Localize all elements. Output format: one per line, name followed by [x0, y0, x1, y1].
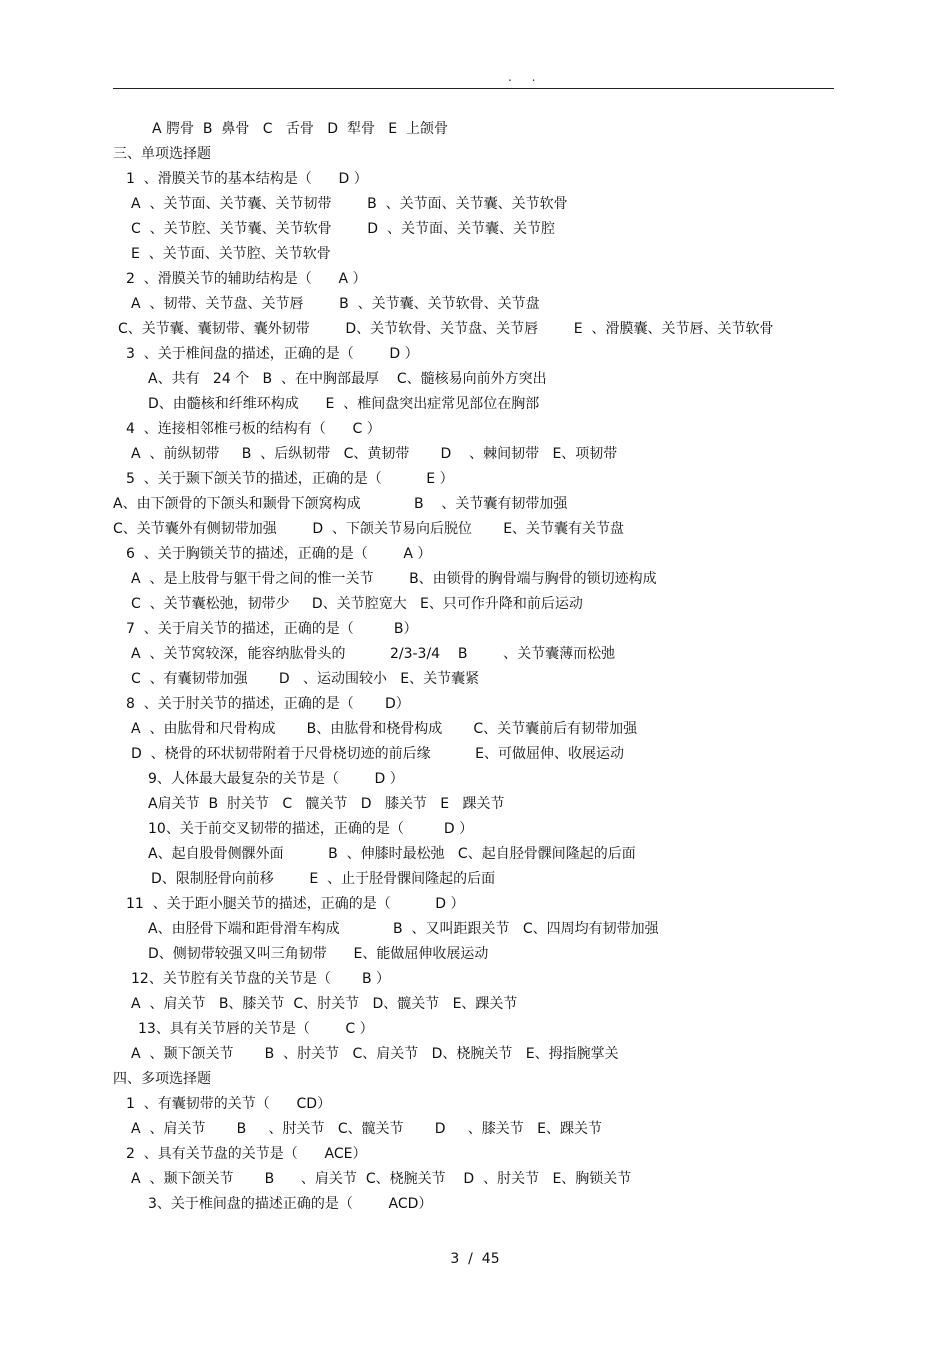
- text-line: 12、关节腔有关节盘的关节是（ B ）: [131, 971, 391, 987]
- text-line: 1 、有囊韧带的关节（ CD）: [126, 1096, 332, 1112]
- text-line: C 、有囊韧带加强 D 、运动围较小 E、关节囊紧: [131, 671, 480, 687]
- text-line: 6 、关于胸锁关节的描述，正确的是（ A ）: [126, 546, 432, 562]
- text-line: D、由髓核和纤维环构成 E 、椎间盘突出症常见部位在胸部: [148, 396, 540, 412]
- text-line: A 、关节窝较深，能容纳肱骨头的 2/3-3/4 B 、关节囊薄而松弛: [131, 646, 616, 662]
- text-line: A、由下颌骨的下颌头和颞骨下颌窝构成 B 、关节囊有韧带加强: [113, 496, 568, 512]
- text-line: 5 、关于颞下颌关节的描述，正确的是（ E ）: [126, 471, 454, 487]
- header-dots: . .: [508, 70, 544, 84]
- text-line: 2 、具有关节盘的关节是（ ACE）: [126, 1146, 367, 1162]
- text-line: A 、颞下颌关节 B 、肩关节 C、桡腕关节 D 、肘关节 E、胸锁关节: [131, 1171, 632, 1187]
- text-line: E 、关节面、关节腔、关节软骨: [131, 246, 331, 262]
- text-line: 10、关于前交叉韧带的描述，正确的是（ D ）: [148, 821, 474, 837]
- text-line: C、关节囊、囊韧带、囊外韧带 D、关节软骨、关节盘、关节唇 E 、滑膜囊、关节唇、关节软骨: [118, 321, 774, 337]
- text-line: 11 、关于距小腿关节的描述，正确的是（ D ）: [126, 896, 465, 912]
- text-line: C、关节囊外有侧韧带加强 D 、下颌关节易向后脱位 E、关节囊有关节盘: [113, 521, 625, 537]
- text-line: A 、韧带、关节盘、关节唇 B 、关节囊、关节软骨、关节盘: [131, 296, 540, 312]
- text-line: 2 、滑膜关节的辅助结构是（ A ）: [126, 271, 367, 287]
- page-number: 3 / 45: [450, 1251, 500, 1267]
- text-line: A 、前纵韧带 B 、后纵韧带 C、黄韧带 D 、棘间韧带 E、项韧带: [131, 446, 618, 462]
- text-line: C 、关节囊松弛，韧带少 D、关节腔宽大 E、只可作升降和前后运动: [131, 596, 583, 612]
- text-line: A 、肩关节 B 、肘关节 C、髋关节 D 、膝关节 E、踝关节: [131, 1121, 602, 1137]
- text-line: 3、关于椎间盘的描述正确的是（ ACD）: [148, 1196, 433, 1212]
- text-line: A 、关节面、关节囊、关节韧带 B 、关节面、关节囊、关节软骨: [131, 196, 568, 212]
- text-line: C 、关节腔、关节囊、关节软骨 D 、关节面、关节囊、关节腔: [131, 221, 555, 237]
- text-line: A、由胫骨下端和距骨滑车构成 B 、又叫距跟关节 C、四周均有韧带加强: [148, 921, 659, 937]
- text-line: D 、桡骨的环状韧带附着于尺骨桡切迹的前后缘 E、可做屈伸、收展运动: [131, 746, 625, 762]
- text-line: 三、单项选择题: [113, 146, 211, 162]
- text-line: 4 、连接相邻椎弓板的结构有（ C ）: [126, 421, 381, 437]
- text-line: 四、多项选择题: [113, 1071, 211, 1087]
- text-line: D、限制胫骨向前移 E 、止于胫骨髁间隆起的后面: [151, 871, 496, 887]
- text-line: A、共有 24 个 B 、在中胸部最厚 C、髓核易向前外方突出: [148, 371, 547, 387]
- text-line: A 、由肱骨和尺骨构成 B、由肱骨和桡骨构成 C、关节囊前后有韧带加强: [131, 721, 638, 737]
- header-rule: [113, 88, 834, 89]
- text-line: A、起自股骨侧髁外面 B 、伸膝时最松弛 C、起自胫骨髁间隆起的后面: [148, 846, 636, 862]
- text-line: 8 、关于肘关节的描述，正确的是（ D）: [126, 696, 410, 712]
- text-line: A肩关节 B 肘关节 C 髋关节 D 膝关节 E 踝关节: [148, 796, 505, 812]
- text-line: A 、肩关节 B、膝关节 C、肘关节 D、髋关节 E、踝关节: [131, 996, 518, 1012]
- text-line: 7 、关于肩关节的描述，正确的是（ B）: [126, 621, 418, 637]
- text-line: A 、颞下颌关节 B 、肘关节 C、肩关节 D、桡腕关节 E、拇指腕掌关: [131, 1046, 619, 1062]
- text-line: A 、是上肢骨与躯干骨之间的惟一关节 B、由锁骨的胸骨端与胸骨的锁切迹构成: [131, 571, 657, 587]
- text-line: D、侧韧带较强又叫三角韧带 E、能做屈伸收展运动: [148, 946, 489, 962]
- text-line: 1 、滑膜关节的基本结构是（ D ）: [126, 171, 368, 187]
- text-line: 3 、关于椎间盘的描述，正确的是（ D ）: [126, 346, 419, 362]
- text-line: 13、具有关节唇的关节是（ C ）: [138, 1021, 374, 1037]
- text-line: A 腭骨 B 鼻骨 C 舌骨 D 犁骨 E 上颌骨: [152, 121, 449, 137]
- text-line: 9、人体最大最复杂的关节是（ D ）: [148, 771, 404, 787]
